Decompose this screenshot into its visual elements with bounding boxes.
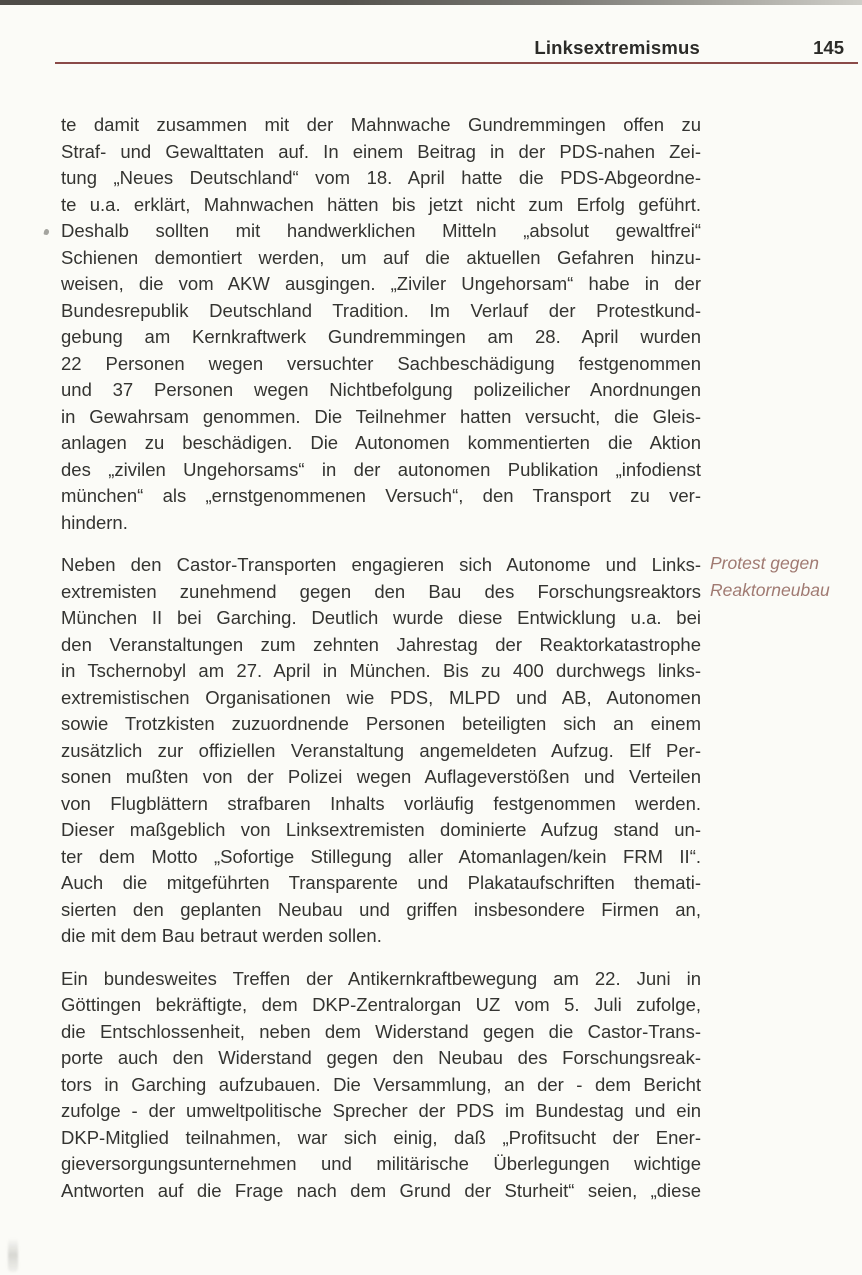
text-line: Göttingen bekräftigte, dem DKP-Zentralorgan UZ vom 5. Juli zufolge, — [61, 994, 701, 1015]
text-line: porte auch den Widerstand gegen den Neubau des Forschungsreak- — [61, 1047, 701, 1068]
text-line: extremisten zunehmend gegen den Bau des Forschungsreaktors — [61, 580, 701, 602]
margin-note-line: Reaktorneubau — [710, 579, 830, 600]
text-line: Dieser maßgeblich von Linksextremisten dominierte Aufzug stand un- — [61, 819, 701, 840]
text-line: Schienen demontiert werden, um auf die aktuellen Gefahren hinzu- — [61, 246, 701, 268]
scan-smudge-artifact — [8, 1238, 18, 1272]
text-line: den Veranstaltungen zum zehnten Jahrestag der Reaktorkatastrophe — [61, 633, 701, 655]
text-line: Bundesrepublik Deutschland Tradition. Im Verlauf der Protestkund- — [61, 299, 701, 321]
text-line: münchen“ als „ernstgenommenen Versuch“, den Transport zu ver- — [61, 485, 701, 506]
text-line: München II bei Garching. Deutlich wurde diese Entwicklung u.a. bei — [61, 607, 701, 628]
page-header — [0, 0, 862, 70]
text-line: sowie Trotzkisten zuzuordnende Personen beteiligten sich an einem — [61, 713, 701, 734]
text-line: und 37 Personen wegen Nichtbefolgung polizeilicher Anordnungen — [61, 379, 701, 400]
text-line: Ein bundesweites Treffen der Antikernkraftbewegung am 22. Juni in — [61, 967, 701, 989]
text-line: in Gewahrsam genommen. Die Teilnehmer hatten versucht, die Gleis- — [61, 405, 701, 427]
paragraph-2 — [61, 552, 701, 950]
paragraph-1 — [61, 112, 701, 536]
text-line: Antworten auf die Frage nach dem Grund der Sturheit“ seien, „diese — [61, 1179, 701, 1201]
text-line: Auch die mitgeführten Transparente und Plakataufschriften themati- — [61, 872, 701, 893]
text-line: gebung am Kernkraftwerk Gundremmingen am 28. April wurden — [61, 326, 701, 347]
margin-note — [710, 550, 855, 603]
text-line: zufolge - der umweltpolitische Sprecher der PDS im Bundestag und ein — [61, 1100, 701, 1121]
text-line: tors in Garching aufzubauen. Die Versammlung, an der - dem Bericht — [61, 1073, 701, 1095]
margin-note-line: Protest gegen — [710, 553, 819, 573]
text-line: DKP-Mitglied teilnahmen, war sich einig, daß „Profitsucht der Ener- — [61, 1126, 701, 1148]
text-line: gieversorgungsunternehmen und militärische Überlegungen wichtige — [61, 1153, 701, 1174]
text-line: Deshalb sollten mit handwerklichen Mitteln „absolut gewaltfrei“ — [61, 220, 701, 241]
text-line: sierten den geplanten Neubau und griffen insbesondere Firmen an, — [61, 898, 701, 920]
header-rule — [55, 62, 858, 64]
text-line: extremistischen Organisationen wie PDS, MLPD und AB, Autonomen — [61, 686, 701, 708]
text-line: die Entschlossenheit, neben dem Widerstand gegen die Castor-Trans- — [61, 1020, 701, 1042]
body-text-column — [61, 112, 701, 1220]
text-line: zusätzlich zur offiziellen Veranstaltung angemeldeten Aufzug. Elf Per- — [61, 739, 701, 761]
text-line: weisen, die vom AKW ausgingen. „Ziviler Ungehorsam“ habe in der — [61, 273, 701, 294]
text-line: des „zivilen Ungehorsams“ in der autonomen Publikation „infodienst — [61, 458, 701, 480]
text-line: tung „Neues Deutschland“ vom 18. April hatte die PDS-Abgeordne- — [61, 167, 701, 188]
text-line: 22 Personen wegen versuchter Sachbeschädigung festgenommen — [61, 352, 701, 374]
text-line: te damit zusammen mit der Mahnwache Gundremmingen offen zu — [61, 114, 701, 135]
paragraph-3 — [61, 966, 701, 1205]
text-line: Neben den Castor-Transporten engagieren sich Autonome und Links- — [61, 554, 701, 575]
page-number: 145 — [813, 37, 844, 58]
text-line: hindern. — [61, 511, 128, 533]
text-line: die mit dem Bau betraut werden sollen. — [61, 925, 382, 946]
text-line: von Flugblättern strafbaren Inhalts vorläufig festgenommen werden. — [61, 792, 701, 814]
text-line: Straf- und Gewalttaten auf. In einem Beitrag in der PDS-nahen Zei- — [61, 140, 701, 162]
text-line: te u.a. erklärt, Mahnwachen hätten bis jetzt nicht zum Erfolg geführt. — [61, 193, 701, 215]
text-line: ter dem Motto „Sofortige Stillegung aller Atomanlagen/kein FRM II“. — [61, 845, 701, 867]
text-line: sonen mußten von der Polizei wegen Auflageverstößen und Verteilen — [61, 766, 701, 787]
scan-speck-artifact — [43, 229, 49, 236]
text-line: in Tschernobyl am 27. April in München. Bis zu 400 durchwegs links- — [61, 660, 701, 681]
section-title: Linksextremismus — [534, 37, 700, 58]
text-line: anlagen zu beschädigen. Die Autonomen kommentierten die Aktion — [61, 432, 701, 453]
